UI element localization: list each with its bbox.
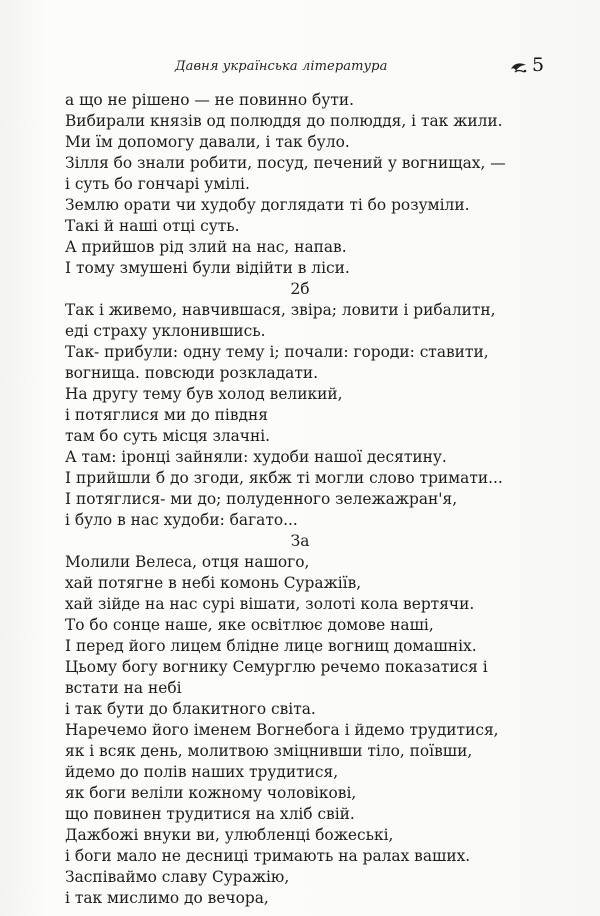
text-line: йдемо до полів наших трудитися, <box>65 763 339 781</box>
text-line: І тому змушені були відійти в ліси. <box>65 259 350 277</box>
text-line: Землю орати чи худобу доглядати ті бо розуміли. <box>65 196 470 214</box>
running-title: Давня українська література <box>175 59 388 74</box>
page-number: 5 <box>532 54 545 76</box>
section-heading: За <box>290 532 310 550</box>
text-line: і було в нас худоби: багато... <box>65 511 298 529</box>
text-line: як боги веліли кожному чоловікові, <box>65 784 357 802</box>
text-line: Наречемо його іменем Вогнебога і йдемо трудитися, <box>65 721 499 739</box>
text-line: вогнища. повсюди розкладати. <box>65 364 319 382</box>
text-line: і потяглися ми до півдня <box>65 406 268 424</box>
text-line: Такі й наші отці суть. <box>65 217 240 235</box>
text-line: І потяглися- ми до; полуденного зележажран'я, <box>65 490 458 508</box>
text-line: хай потягне в небі комонь Суражіїв, <box>65 574 362 592</box>
text-line: встати на небі <box>65 679 182 697</box>
section-heading: 2б <box>290 280 310 298</box>
text-line: і боги мало не десниці тримають на ралах ваших. <box>65 847 471 865</box>
text-line: Так- прибули: одну тему і; почали: городи: ставити, <box>65 343 489 361</box>
text-line: і так мислимо до вечора, <box>65 889 269 907</box>
text-line: Так і живемо, навчившася, звіра; ловити і рибалитн, <box>65 301 496 319</box>
text-line: А прийшов рід злий на нас, напав. <box>65 238 347 256</box>
text-line: Зілля бо знали робити, посуд, печений у вогнищах, — <box>65 154 506 172</box>
text-line: А там: іронці зайняли: худоби нашої десятину. <box>65 448 447 466</box>
text-line: Дажбожі внуки ви, улюбленці божеські, <box>65 826 394 844</box>
text-line: І прийшли б до згоди, якбж ті могли слово тримати... <box>65 469 503 487</box>
text-line: І перед його лицем блідне лице вогнищ домашніх. <box>65 637 477 655</box>
leaf-ornament-icon <box>510 59 528 75</box>
text-line: То бо сонце наше, яке освітлює домове наші, <box>65 616 434 634</box>
text-line: Цьому богу вогнику Семурглю речемо показатися і <box>65 658 488 676</box>
text-line: еді страху уклонившись. <box>65 322 266 340</box>
text-line: На другу тему був холод великий, <box>65 385 343 403</box>
poem-text <box>65 90 535 909</box>
text-line: як і всяк день, молитвою зміцнивши тіло, поївши, <box>65 742 473 760</box>
text-line: і суть бо гончарі умілі. <box>65 175 250 193</box>
text-line: Ми їм допомогу давали, і так було. <box>65 133 350 151</box>
text-line: а що не рішено — не повинно бути. <box>65 91 355 109</box>
text-line: що повинен трудитися на хліб свій. <box>65 805 355 823</box>
text-line: Молили Велеса, отця нашого, <box>65 553 310 571</box>
text-line: і так бути до блакитного світа. <box>65 700 316 718</box>
text-line: там бо суть місця злачні. <box>65 427 271 445</box>
text-line: Заспіваймо славу Суражію, <box>65 868 290 886</box>
text-line: хай зійде на нас сурі вішати, золоті кола вертячи. <box>65 595 475 613</box>
text-line: Вибирали князів од полюддя до полюддя, і так жили. <box>65 112 503 130</box>
page-header <box>0 56 600 80</box>
